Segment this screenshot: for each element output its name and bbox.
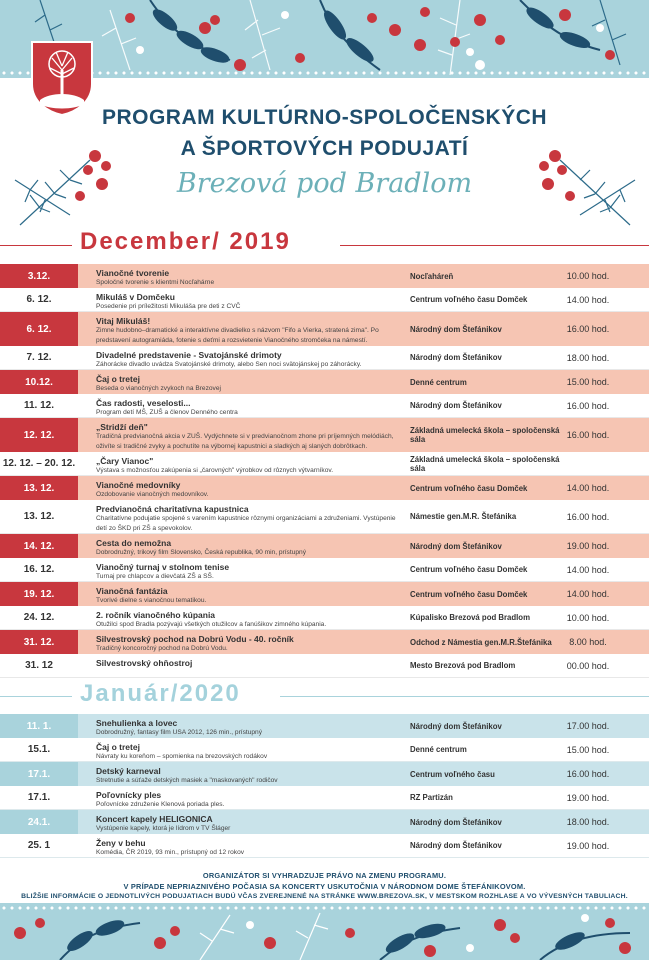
event-date: 11. 1.: [0, 714, 78, 738]
event-venue: Národný dom Štefánikov: [410, 721, 502, 731]
event-venue: Národný dom Štefánikov: [410, 353, 502, 362]
event-row: [0, 534, 649, 558]
event-info: [96, 538, 404, 558]
footer-note-3: BLIŽŠIE INFORMÁCIE O JEDNOTLIVÝCH PODUJATIACH BUDÚ VČAS ZVEREJNENÉ NA STRÁNKE WWW.BREZOVA.SK, V MESTSKOM ROZHLASE A VO VÝVESNÝCH TABULIACH.: [21, 893, 628, 900]
event-venue: Centrum voľného času Domček: [410, 565, 528, 574]
event-date: 24.1.: [0, 810, 78, 834]
event-description: Tradičná predvianočná akcia v ZUŠ. Vydýchnete si v predvianočnom zhone pri príjemných melódiách, oživíte si tradičné zvyky a pochutíte na výbornej kapustnici a sladkých aj slaných dobrôtkach.: [96, 433, 394, 450]
event-description: Ozdobovanie vianočných medovníkov.: [96, 491, 209, 498]
divider-line: [0, 696, 72, 697]
event-venue: Odchod z Námestia gen.M.R.Štefánika: [410, 637, 552, 647]
event-info: [96, 610, 404, 630]
event-time: 16.00 hod.: [566, 769, 610, 779]
event-info: [96, 634, 404, 654]
divider-line: [280, 696, 649, 697]
town-name-subtitle: Brezová pod Bradlom: [176, 168, 473, 199]
event-name: Predvianočná charitatívna kapustnica: [96, 504, 249, 514]
event-name: „Čary Vianoc": [96, 456, 154, 466]
event-date: 16. 12.: [23, 564, 55, 575]
event-row: [0, 264, 649, 288]
event-info: [96, 814, 404, 834]
event-venue: Centrum voľného času Domček: [410, 483, 528, 493]
event-date: 13. 12.: [23, 511, 55, 522]
event-date: 14. 12.: [0, 534, 78, 558]
event-row: [0, 786, 649, 810]
event-venue: Základná umelecká škola – spoločenská sála: [410, 454, 560, 473]
event-date: 3.12.: [0, 264, 78, 288]
winter-foliage-decoration: [0, 0, 649, 78]
top-decorative-band: [0, 0, 649, 78]
event-name: Koncert kapely HELIGONICA: [96, 814, 213, 824]
event-name: Ženy v behu: [96, 838, 146, 848]
event-venue: Národný dom Štefánikov: [410, 841, 502, 850]
event-row: [0, 810, 649, 834]
event-venue: Mesto Brezová pod Bradlom: [410, 661, 516, 670]
event-time: 16.00 hod.: [566, 400, 610, 411]
event-info: [96, 586, 404, 606]
event-date: 13. 12.: [0, 476, 78, 500]
event-info: [96, 456, 404, 476]
event-time: 17.00 hod.: [566, 721, 610, 731]
footer-note-2: V PRÍPADE NEPRIAZNIVÉHO POČASIA SA KONCERTY USKUTOČNIA V NÁRODNOM DOME ŠTEFÁNIKOVOM.: [123, 882, 526, 891]
event-time: 14.00 hod.: [566, 564, 610, 575]
event-name: Čaj o tretej: [96, 374, 140, 384]
event-description: Turnaj pre chlapcov a dievčatá ZŠ a SŠ.: [96, 573, 214, 580]
january-event-list: [0, 714, 649, 858]
event-description: Zimne hudobno–dramatické a interaktívne divadielko s názvom "Fifo a Vierka, stratená zima". Po predstavení autogramiáda, fotenie s deťmi a rozsvietenie Vianočného stromčeka na námestí.: [96, 327, 379, 344]
event-time: 15.00 hod.: [566, 377, 610, 387]
event-description: Záhorácke divadlo uvádza Svatojánské drimoty, alebo Sen noci svätojánskej po záhorácky.: [96, 361, 362, 368]
event-name: „Stridží deň": [96, 422, 148, 432]
event-venue: Centrum voľného času Domček: [410, 589, 528, 599]
event-venue: RZ Partizán: [410, 793, 453, 802]
event-info: [96, 790, 404, 810]
event-name: Silvestrovský ohňostroj: [96, 658, 193, 668]
event-description: Posedenie pri príležitosti Mikuláša pre deti z CVČ: [96, 303, 241, 310]
event-time: 14.00 hod.: [566, 294, 610, 305]
event-name: Poľovnícky ples: [96, 790, 162, 800]
event-info: [96, 480, 404, 500]
winter-foliage-decoration: [0, 903, 649, 960]
event-date: 24. 12.: [23, 612, 55, 623]
event-info: [96, 374, 404, 394]
event-info: [96, 658, 404, 668]
event-row: [0, 370, 649, 394]
event-row: [0, 606, 649, 630]
event-venue: Národný dom Štefánikov: [410, 401, 502, 410]
event-row: [0, 500, 649, 534]
event-info: [96, 268, 404, 288]
event-date: 25. 1: [27, 840, 51, 851]
event-row: [0, 714, 649, 738]
event-date: 12. 12.: [0, 418, 78, 452]
event-venue: Národný dom Štefánikov: [410, 817, 502, 827]
event-row: [0, 346, 649, 370]
event-row: [0, 312, 649, 346]
event-venue: Národný dom Štefánikov: [410, 541, 502, 551]
poster-title-line2: A ŠPORTOVÝCH PODUJATÍ: [180, 137, 469, 160]
event-date: 6. 12.: [26, 294, 52, 305]
event-venue: Základná umelecká škola – spoločenská sála: [410, 426, 560, 444]
event-info: [96, 742, 404, 762]
event-date: 12. 12. – 20. 12.: [2, 458, 76, 469]
event-date: 17.1.: [27, 792, 51, 803]
event-row: [0, 630, 649, 654]
event-venue: Centrum voľného času Domček: [410, 295, 528, 304]
event-description: Výstava s možnosťou zakúpenia si „čarovných" výrobkov od rôznych výtvarníkov.: [96, 467, 334, 474]
event-name: Detský karneval: [96, 766, 161, 776]
dotted-border: [0, 905, 649, 911]
event-row: [0, 288, 649, 312]
event-time: 16.00 hod.: [566, 430, 610, 440]
event-name: 2. ročník vianočného kúpania: [96, 610, 216, 620]
event-time: 18.00 hod.: [566, 817, 610, 827]
event-info: [96, 350, 404, 370]
event-row: [0, 738, 649, 762]
event-time: 15.00 hod.: [566, 744, 610, 755]
event-info: [96, 504, 404, 534]
event-date: 15.1.: [27, 744, 51, 755]
poster-title-line1: PROGRAM KULTÚRNO-SPOLOČENSKÝCH: [101, 106, 548, 129]
month-heading-december: December/ 2019: [80, 228, 291, 255]
divider-line: [340, 245, 649, 246]
event-description: Spoločné tvorenie s klientmi Nocľahárne: [96, 279, 215, 286]
event-date: 10.12.: [0, 370, 78, 394]
event-date: 17.1.: [0, 762, 78, 786]
event-row: [0, 762, 649, 786]
footer-note-1: ORGANIZÁTOR SI VYHRADZUJE PRÁVO NA ZMENU PROGRAMU.: [202, 871, 447, 880]
event-name: Snehulienka a lovec: [96, 718, 178, 728]
event-description: Dobrodružný, trikový film Slovensko, Česká republika, 90 min, prístupný: [96, 549, 306, 556]
event-info: [96, 316, 404, 346]
town-coat-of-arms: [30, 40, 94, 116]
event-date: 6. 12.: [0, 312, 78, 346]
event-description: Poľovnícke združenie Klenová poriada ples.: [96, 801, 225, 808]
event-info: [96, 562, 404, 582]
event-time: 14.00 hod.: [566, 483, 610, 493]
bottom-decorative-band: [0, 903, 649, 960]
event-name: Čaj o tretej: [96, 742, 140, 752]
event-time: [553, 452, 623, 475]
event-info: [96, 398, 404, 418]
event-name: Čas radosti, veselosti...: [96, 398, 191, 408]
event-date: 19. 12.: [0, 582, 78, 606]
december-event-list: [0, 264, 649, 678]
dotted-border: [0, 70, 649, 76]
event-name: Silvestrovský pochod na Dobrú Vodu - 40. ročník: [96, 634, 294, 644]
event-row: [0, 558, 649, 582]
event-row: [0, 452, 649, 476]
event-row: [0, 582, 649, 606]
event-time: 16.00 hod.: [566, 511, 610, 522]
event-row: [0, 394, 649, 418]
event-time: 19.00 hod.: [566, 840, 610, 851]
event-name: Vitaj Mikuláš!: [96, 316, 151, 326]
event-description: Beseda o vianočných zvykoch na Brezovej: [96, 385, 221, 392]
event-venue: Kúpalisko Brezová pod Bradlom: [410, 613, 531, 622]
event-description: Stretnutie a súťaže detských masiek a "maskovaných" rodičov: [96, 777, 278, 784]
month-heading-january: Január/2020: [80, 680, 241, 707]
event-row: [0, 476, 649, 500]
event-venue: Nocľaháreň: [410, 271, 454, 281]
event-name: Cesta do nemožna: [96, 538, 172, 548]
event-info: [96, 718, 404, 738]
event-description: Otužilci spod Bradla pozývajú všetkých otužilcov a fanúšikov zimného kúpania.: [96, 621, 327, 628]
event-description: Tvorivé dielne s vianočnou tematikou.: [96, 597, 207, 604]
event-name: Vianočná fantázia: [96, 586, 168, 596]
event-venue: Denné centrum: [410, 377, 467, 387]
event-time: 14.00 hod.: [566, 589, 610, 599]
event-name: Vianočné tvorenie: [96, 268, 170, 278]
event-name: Vianočný turnaj v stolnom tenise: [96, 562, 230, 572]
event-name: Mikuláš v Domčeku: [96, 292, 175, 302]
event-venue: Národný dom Štefánikov: [410, 324, 502, 334]
event-description: Dobrodružný, fantasy film USA 2012, 126 min., prístupný: [96, 729, 263, 736]
event-time: 8.00 hod.: [569, 637, 607, 647]
divider-line: [0, 245, 72, 246]
event-name: Divadelné predstavenie - Svatojánské drimoty: [96, 350, 282, 360]
event-time: 00.00 hod.: [566, 660, 610, 671]
event-venue: Námestie gen.M.R. Štefánika: [410, 512, 517, 521]
event-venue: Centrum voľného času: [410, 769, 495, 779]
event-date: 31. 12.: [0, 630, 78, 654]
event-time: 19.00 hod.: [566, 541, 610, 551]
event-description: Návraty ku koreňom – spomienka na brezovských rodákov: [96, 753, 268, 760]
event-description: Vystúpenie kapely, ktorá je lídrom v TV Šláger: [96, 825, 231, 832]
event-info: [96, 766, 404, 786]
event-description: Komédia, ČR 2019, 93 min., prístupný od 12 rokov: [96, 849, 245, 856]
event-date: 7. 12.: [26, 352, 52, 363]
event-description: Program detí MŠ, ZUŠ a členov Denného centra: [96, 409, 238, 416]
event-time: 10.00 hod.: [566, 271, 610, 281]
event-date: 11. 12.: [23, 400, 55, 411]
event-time: 10.00 hod.: [566, 612, 610, 623]
event-row: [0, 418, 649, 452]
event-info: [96, 422, 404, 452]
event-description: Tradičný koncoročný pochod na Dobrú Vodu.: [96, 645, 228, 652]
event-row: [0, 654, 649, 678]
event-time: 19.00 hod.: [566, 792, 610, 803]
event-name: Vianočné medovníky: [96, 480, 181, 490]
event-info: [96, 292, 404, 312]
event-date: 31. 12: [25, 660, 53, 671]
event-time: 18.00 hod.: [566, 352, 610, 363]
event-time: 16.00 hod.: [566, 324, 610, 334]
event-info: [96, 838, 404, 858]
event-row: [0, 834, 649, 858]
event-venue: Denné centrum: [410, 745, 467, 754]
event-description: Charitatívne podujatie spojené s varením kapustnice rôznymi organizáciami a združeniami. Vystúpenie detí zo ŠKD pri ZŠ a spevokolov.: [96, 515, 396, 532]
